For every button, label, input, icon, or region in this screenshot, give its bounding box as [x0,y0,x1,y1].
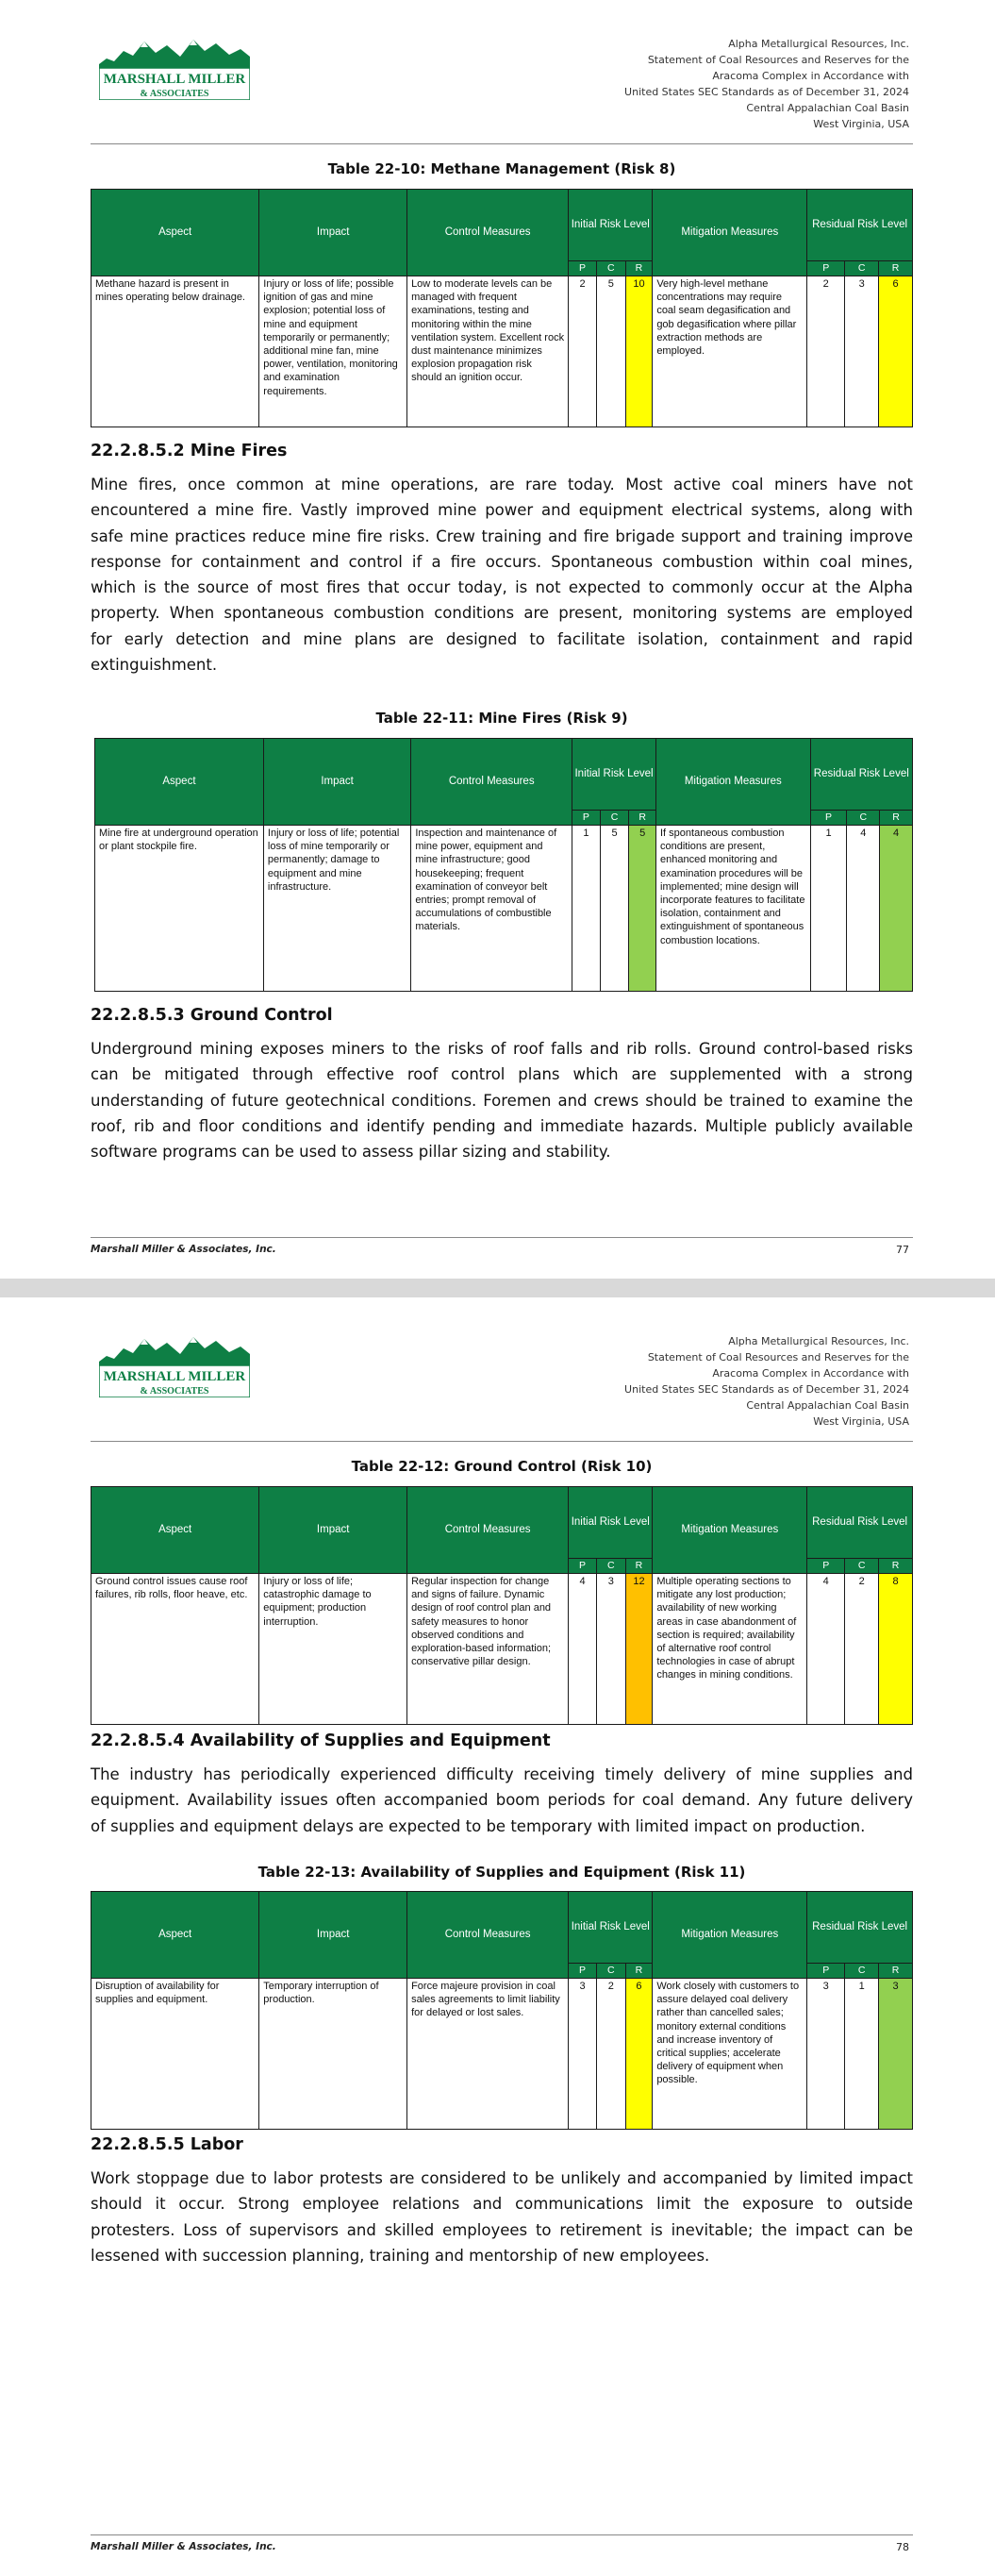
cell-aspect: Ground control issues cause roof failures, rib rolls, floor heave, etc. [91,1574,259,1725]
text-line: extinguishment. [91,656,218,675]
col-control: Control Measures [407,190,569,276]
col-aspect: Aspect [91,190,259,276]
cell-initial-c: 2 [596,1979,625,2130]
col-mitigation: Mitigation Measures [653,190,807,276]
header-line: Aracoma Complex in Accordance with [712,1367,909,1380]
cell-mitigation: Work closely with customers to assure delayed coal delivery rather than cancelled sales; monitory external conditions and increase inventory of critical supplies; accelerate delivery of equipment when possible. [653,1979,807,2130]
cell-residual-r: 3 [879,1979,913,2130]
table-22-13-caption: Table 22-13: Availability of Supplies and Equipment (Risk 11) [257,1864,746,1881]
table-22-10 [91,189,913,427]
cell-residual-r: 6 [879,276,913,427]
col-r: R [879,261,913,276]
cell-residual-c: 2 [845,1574,879,1725]
col-control: Control Measures [407,1892,569,1979]
col-residual-risk: Residual Risk Level [807,1487,913,1559]
text-line: lessened with succession planning, training and mentorship of new employees. [91,2246,710,2265]
cell-control: Low to moderate levels can be managed with frequent examinations, testing and monitoring within the mine ventilation system. Excellent rock dust maintenance minimizes explosion propagation risk should an ignition occur. [407,276,569,427]
cell-impact: Injury or loss of life; catastrophic damage to equipment; production interruption. [259,1574,407,1725]
cell-control: Regular inspection for change and signs of failure. Dynamic design of roof control plan and safety measures to honor observed conditions and exploration-based information; conservative pillar design. [407,1574,569,1725]
header-line: Statement of Coal Resources and Reserves for the [647,1351,909,1363]
cell-mitigation: Multiple operating sections to mitigate any lost production; availability of new working areas in case abandonment of section is required; availability of alternative roof control technologies in case of abrupt changes in mining conditions. [653,1574,807,1725]
col-impact: Impact [263,739,410,826]
table-row [91,1979,913,2130]
cell-impact: Injury or loss of life; possible ignition of gas and mine explosion; potential loss of mine and equipment temporarily or permanently; additional mine fan, mine power, ventilation, monitoring and examination requirements. [259,276,407,427]
header-line: Central Appalachian Coal Basin [746,102,909,114]
text-line: response for containment and control if a fire occurs. Spontaneous combustion within coal mines, [91,552,913,571]
table-22-11 [94,738,913,992]
header-line: United States SEC Standards as of December 31, 2024 [624,1383,909,1396]
text-line: of supplies and equipment delays are expected to be temporary with limited impact on production. [91,1816,866,1835]
col-aspect: Aspect [95,739,264,826]
col-p: P [569,1964,597,1979]
footer-rule [91,2534,913,2535]
text-line: encountered a mine fire. Vastly improved mine power and equipment electrical systems, along with [91,501,913,520]
cell-control: Force majeure provision in coal sales agreements to limit liability for delayed or lost sales. [407,1979,569,2130]
text-line: safe mine practices reduce mine fire risks. Crew training and fire brigade support and training improve [91,527,913,545]
cell-mitigation: If spontaneous combustion conditions are present, enhanced monitoring and examination procedures will be implemented; mine design will incorporate features to facilitate isolation, containment and extinguishment of spontaneous combustion locations. [656,826,811,992]
col-initial-risk: Initial Risk Level [569,1487,653,1559]
section-heading-ground-control: 22.2.8.5.3 Ground Control [91,1006,333,1025]
col-c: C [596,1964,625,1979]
col-p: P [569,1559,597,1574]
marshall-miller-logo [99,30,250,100]
table-row [91,276,913,427]
mine-fires-paragraph [91,472,913,677]
col-r: R [625,261,653,276]
text-line: Work stoppage due to labor protests are considered to be unlikely and accompanied by limited impact [91,2169,913,2187]
col-p: P [807,261,845,276]
cell-initial-p: 4 [569,1574,597,1725]
col-r: R [879,1964,913,1979]
section-heading-labor: 22.2.8.5.5 Labor [91,2135,243,2154]
header-line: Central Appalachian Coal Basin [746,1399,909,1412]
text-line: should it occur. Strong employee relations and communications limit the exposure to outside [91,2195,913,2214]
document-header [513,36,909,132]
cell-impact: Temporary interruption of production. [259,1979,407,2130]
cell-initial-p: 1 [572,826,601,992]
table-22-12-caption: Table 22-12: Ground Control (Risk 10) [351,1458,653,1475]
text-line: Underground mining exposes miners to the risks of roof falls and rib rolls. Ground control-based risks [91,1040,913,1058]
header-line: Statement of Coal Resources and Reserves for the [647,54,909,66]
col-impact: Impact [259,190,407,276]
cell-residual-p: 4 [807,1574,845,1725]
cell-initial-p: 3 [569,1979,597,2130]
section-heading-supplies: 22.2.8.5.4 Availability of Supplies and Equipment [91,1731,551,1750]
cell-aspect: Methane hazard is present in mines operating below drainage. [91,276,259,427]
cell-initial-r: 5 [629,826,656,992]
col-initial-risk: Initial Risk Level [572,739,656,811]
svg-text:MARSHALL MILLER: MARSHALL MILLER [103,1369,246,1384]
header-line: West Virginia, USA [813,1415,909,1428]
table-row [95,826,913,992]
cell-aspect: Mine fire at underground operation or plant stockpile fire. [95,826,264,992]
cell-residual-p: 3 [807,1979,845,2130]
text-line: protesters. Loss of supervisors and skilled employees to retirement is inevitable; the impact can be [91,2220,913,2239]
col-p: P [810,811,847,826]
page-number: 78 [896,2541,909,2553]
col-r: R [629,811,656,826]
text-line: can be mitigated through effective roof control plans which are supplemented with a strong [91,1065,913,1084]
header-rule [91,143,913,144]
col-c: C [845,261,879,276]
text-line: roof, rib and floor conditions and identify pending and immediate hazards. Multiple publicly available [91,1116,913,1135]
col-r: R [880,811,913,826]
col-mitigation: Mitigation Measures [656,739,811,826]
text-line: understanding of future geotechnical conditions. Foremen and crews should be trained to examine the [91,1091,913,1110]
col-impact: Impact [259,1892,407,1979]
col-c: C [847,811,880,826]
cell-aspect: Disruption of availability for supplies and equipment. [91,1979,259,2130]
table-22-13 [91,1891,913,2130]
text-line: equipment. Availability issues often accompanied boom periods for coal demand. Any future delivery [91,1791,913,1810]
col-p: P [569,261,597,276]
col-residual-risk: Residual Risk Level [807,1892,913,1964]
col-mitigation: Mitigation Measures [653,1487,807,1574]
text-line: which is the source of most fires that occur today, is not expected to commonly occur at the Alpha [91,578,913,597]
svg-text:MARSHALL MILLER: MARSHALL MILLER [103,72,246,87]
cell-mitigation: Very high-level methane concentrations may require coal seam degasification and gob degasification where pillar extraction methods are employed. [653,276,807,427]
cell-initial-p: 2 [569,276,597,427]
cell-residual-c: 1 [845,1979,879,2130]
cell-initial-c: 5 [600,826,629,992]
cell-initial-c: 3 [596,1574,625,1725]
col-c: C [596,261,625,276]
header-rule [91,1441,913,1442]
footer-company: Marshall Miller & Associates, Inc. [91,2541,276,2552]
col-aspect: Aspect [91,1892,259,1979]
cell-residual-r: 8 [879,1574,913,1725]
col-initial-risk: Initial Risk Level [569,190,653,261]
col-aspect: Aspect [91,1487,259,1574]
text-line: Mine fires, once common at mine operations, are rare today. Most active coal miners have not [91,476,913,493]
text-line: The industry has periodically experienced difficulty receiving timely delivery of mine supplies and [91,1765,913,1783]
document-header [513,1333,909,1430]
col-p: P [807,1559,845,1574]
cell-residual-p: 2 [807,276,845,427]
header-line: Aracoma Complex in Accordance with [712,70,909,82]
cell-residual-r: 4 [880,826,913,992]
footer-company: Marshall Miller & Associates, Inc. [91,1244,276,1255]
table-22-10-caption: Table 22-10: Methane Management (Risk 8) [327,160,676,177]
col-control: Control Measures [411,739,572,826]
svg-text:& ASSOCIATES: & ASSOCIATES [140,1386,209,1397]
text-line: software programs can be used to assess pillar sizing and stability. [91,1143,611,1162]
svg-text:& ASSOCIATES: & ASSOCIATES [140,89,209,99]
section-heading-mine-fires: 22.2.8.5.2 Mine Fires [91,442,288,460]
labor-paragraph [91,2166,913,2268]
cell-residual-c: 4 [847,826,880,992]
footer-rule [91,1237,913,1238]
cell-impact: Injury or loss of life; potential loss of mine temporarily or permanently; damage to equipment and mine infrastructure. [263,826,410,992]
supplies-paragraph [91,1762,913,1839]
header-line: Alpha Metallurgical Resources, Inc. [728,1335,909,1347]
text-line: for early detection and mine plans are designed to facilitate isolation, containment and rapid [91,629,913,648]
marshall-miller-logo [99,1328,250,1397]
header-line: Alpha Metallurgical Resources, Inc. [728,38,909,50]
text-line: property. When spontaneous combustion conditions are present, monitoring systems are employed [91,604,913,623]
cell-initial-r: 6 [625,1979,653,2130]
col-r: R [625,1964,653,1979]
cell-initial-r: 12 [625,1574,653,1725]
col-residual-risk: Residual Risk Level [807,190,913,261]
col-c: C [845,1559,879,1574]
col-c: C [596,1559,625,1574]
col-r: R [879,1559,913,1574]
col-p: P [807,1964,845,1979]
table-row [91,1574,913,1725]
page-78 [0,1297,995,2576]
cell-residual-p: 1 [810,826,847,992]
cell-residual-c: 3 [845,276,879,427]
col-mitigation: Mitigation Measures [653,1892,807,1979]
col-c: C [600,811,629,826]
col-r: R [625,1559,653,1574]
table-22-12 [91,1486,913,1725]
col-control: Control Measures [407,1487,569,1574]
col-c: C [845,1964,879,1979]
col-initial-risk: Initial Risk Level [569,1892,653,1964]
header-line: United States SEC Standards as of December 31, 2024 [624,86,909,98]
col-impact: Impact [259,1487,407,1574]
cell-control: Inspection and maintenance of mine power, equipment and mine infrastructure; good housekeeping; frequent examination of conveyor belt entries; prompt removal of accumulations of combustible materials. [411,826,572,992]
header-line: West Virginia, USA [813,118,909,130]
cell-initial-r: 10 [625,276,653,427]
cell-initial-c: 5 [596,276,625,427]
table-22-11-caption: Table 22-11: Mine Fires (Risk 9) [375,710,628,727]
page-77 [0,0,995,1279]
col-p: P [572,811,601,826]
col-residual-risk: Residual Risk Level [810,739,912,811]
page-number: 77 [896,1244,909,1256]
ground-control-paragraph [91,1036,913,1164]
